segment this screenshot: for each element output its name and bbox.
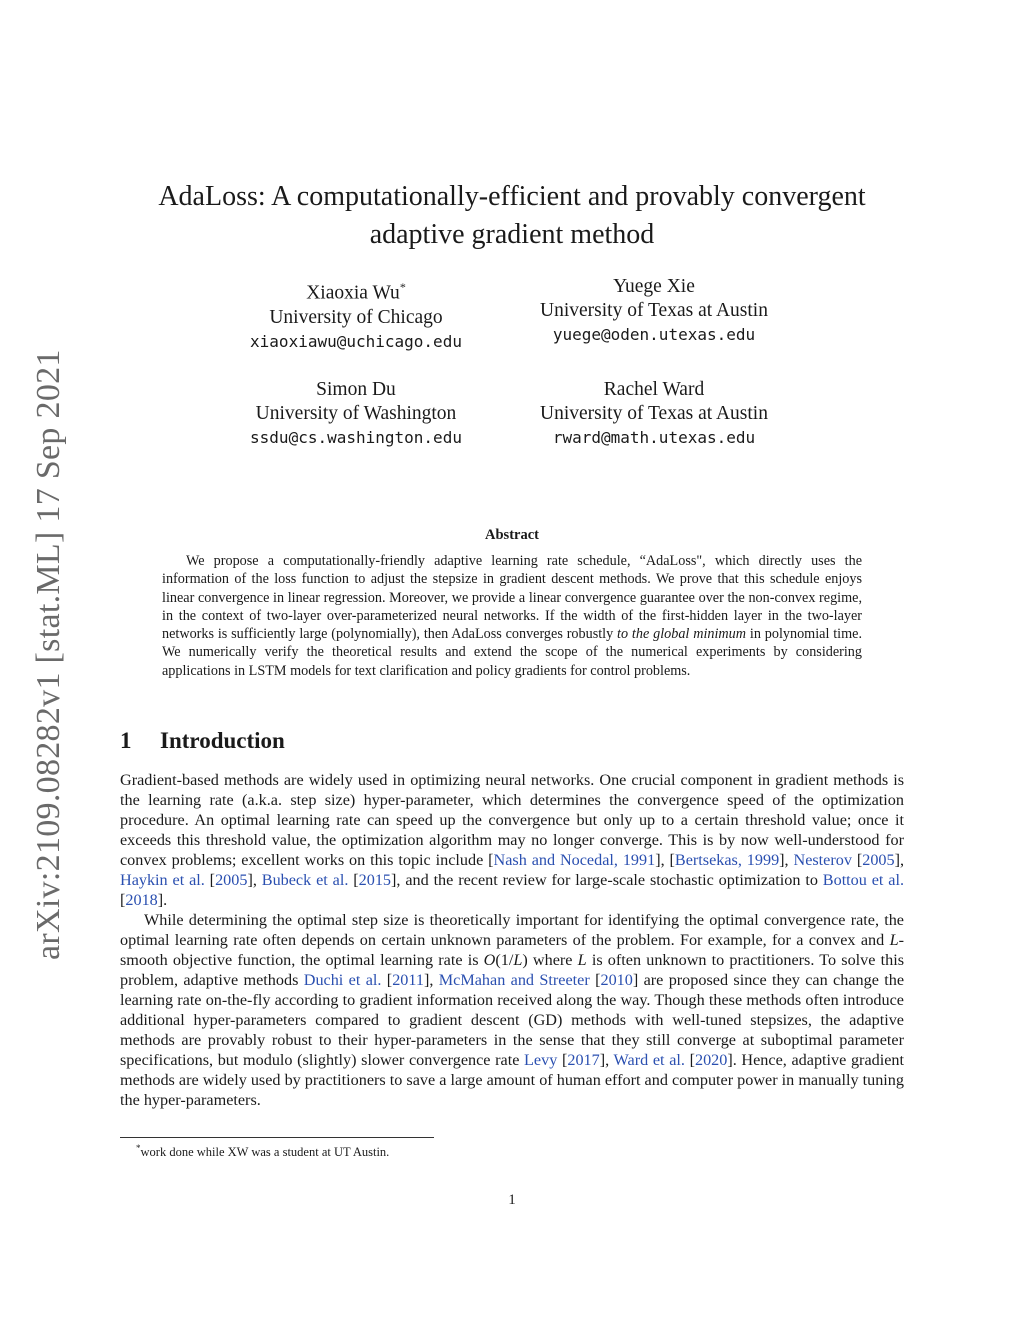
author-block <box>504 275 804 347</box>
author-block <box>504 378 804 450</box>
paragraph: Gradient-based methods are widely used in optimizing neural networks. One crucial component in gradient methods is the learning rate (a.k.a. step size) hyper-parameter, which determines the convergence speed of the optimization procedure. An optimal learning rate can speed up the convergence but only up to a certain threshold value; once it exceeds this threshold value, the optimization algorithm may no longer converge. This is by now well-understood for convex problems; excellent works on this topic include [Nash and Nocedal, 1991], [Bertsekas, 1999], Nesterov [2005], Haykin et al. [2005], Bubeck et al. [2015], and the recent review for large-scale stochastic optimization to Bottou et al. [2018]. <box>120 771 905 909</box>
author-name: Yuege Xie <box>613 276 695 297</box>
citation-year-link[interactable]: 2017 <box>567 1051 600 1069</box>
abstract-text: We propose a computationally-friendly adaptive learning rate schedule, “AdaLoss", which directly uses the information of the loss function to adjust the stepsize in gradient descent methods. We prove that this schedule enjoys linear convergence in linear regression. Moreover, we provide a linear convergence guarantee over the non-convex regime, in the context of two-layer over-parameterized neural networks. If the width of the first-hidden layer in the two-layer networks is sufficiently large (polynomially), then AdaLoss converges robustly to the global minimum in polynomial time. We numerically verify the theoretical results and extend the scope of the numerical experiments by considering applications in LSTM models for text clarification and policy gradients for control problems. <box>162 553 862 679</box>
page-number: 1 <box>508 1192 516 1208</box>
citation-link[interactable]: McMahan and Streeter <box>438 971 590 989</box>
footnote: *work done while XW was a student at UT Austin. <box>136 1143 390 1160</box>
citation-link[interactable]: Bubeck et al. <box>261 871 349 889</box>
citation-link[interactable]: Duchi et al. <box>303 971 382 989</box>
section-heading <box>120 728 285 754</box>
citation-year-link[interactable]: 2005 <box>215 871 248 889</box>
citation-link[interactable]: Haykin et al. <box>120 871 205 889</box>
section-number: 1 <box>120 728 132 753</box>
section-title: Introduction <box>160 728 285 753</box>
author-affiliation: University of Chicago <box>269 306 443 328</box>
author-email[interactable]: rward@math.utexas.edu <box>552 428 756 447</box>
citation-link[interactable]: Nash and Nocedal, 1991 <box>493 851 656 869</box>
author-affiliation: University of Texas at Austin <box>540 300 768 321</box>
author-email[interactable]: ssdu@cs.washington.edu <box>250 428 462 447</box>
introduction-body <box>120 770 904 1110</box>
citation-link[interactable]: Bertsekas, 1999 <box>674 851 780 869</box>
citation-link[interactable]: Bottou et al. <box>822 871 905 889</box>
citation-year-link[interactable]: 2011 <box>392 971 424 989</box>
citation-link[interactable]: Nesterov <box>793 851 852 869</box>
citation-year-link[interactable]: 2010 <box>600 971 633 989</box>
author-affiliation: University of Texas at Austin <box>540 403 768 424</box>
abstract-heading: Abstract <box>485 527 539 543</box>
footnote-rule <box>120 1137 434 1138</box>
author-name: Rachel Ward <box>603 379 705 400</box>
citation-year-link[interactable]: 2020 <box>694 1051 728 1069</box>
title-line-1: AdaLoss: A computationally-efficient and provably convergent <box>158 181 866 212</box>
citation-link[interactable]: Ward et al. <box>613 1051 685 1069</box>
author-block <box>206 378 506 450</box>
arxiv-identifier-stamp: arXiv:2109.08282v1 [stat.ML] 17 Sep 2021 <box>30 349 67 960</box>
author-email[interactable]: yuege@oden.utexas.edu <box>552 325 756 344</box>
citation-year-link[interactable]: 2005 <box>862 851 895 869</box>
citation-link[interactable]: Levy <box>524 1051 558 1069</box>
citation-year-link[interactable]: 2018 <box>125 891 158 909</box>
footnote-mark: * <box>136 1143 141 1153</box>
citation-year-link[interactable]: 2015 <box>358 871 392 889</box>
author-block <box>206 275 506 354</box>
author-footnote-mark: * <box>399 280 406 294</box>
author-name: Xiaoxia Wu* <box>306 280 406 304</box>
author-name: Simon Du <box>316 379 396 400</box>
author-affiliation: University of Washington <box>255 403 457 424</box>
author-email[interactable]: xiaoxiawu@uchicago.edu <box>250 331 462 351</box>
paragraph: While determining the optimal step size is theoretically important for identifying the optimal convergence rate, the optimal learning rate often depends on certain unknown parameters of the problem. For example, for a convex and L-smooth objective function, the optimal learning rate is O(1/L) where L is often unknown to practitioners. To solve this problem, adaptive methods Duchi et al. [2011], McMahan and Streeter [2010] are proposed since they can change the learning rate on-the-fly according to gradient information received along the way. Though these methods often introduce additional hyper-parameters compared to gradient descent (GD) methods with well-tuned stepsizes, the adaptive methods are provably robust to their hyper-parameters in the sense that they still converge at suboptimal parameter specifications, but modulo (slightly) slower convergence rate Levy [2017], Ward et al. [2020]. Hence, adaptive gradient methods are widely used by practitioners to save a large amount of human effort and computer power in manually tuning the hyper-parameters. <box>120 911 905 1109</box>
paper-title <box>110 178 914 254</box>
title-line-2: adaptive gradient method <box>369 219 655 250</box>
